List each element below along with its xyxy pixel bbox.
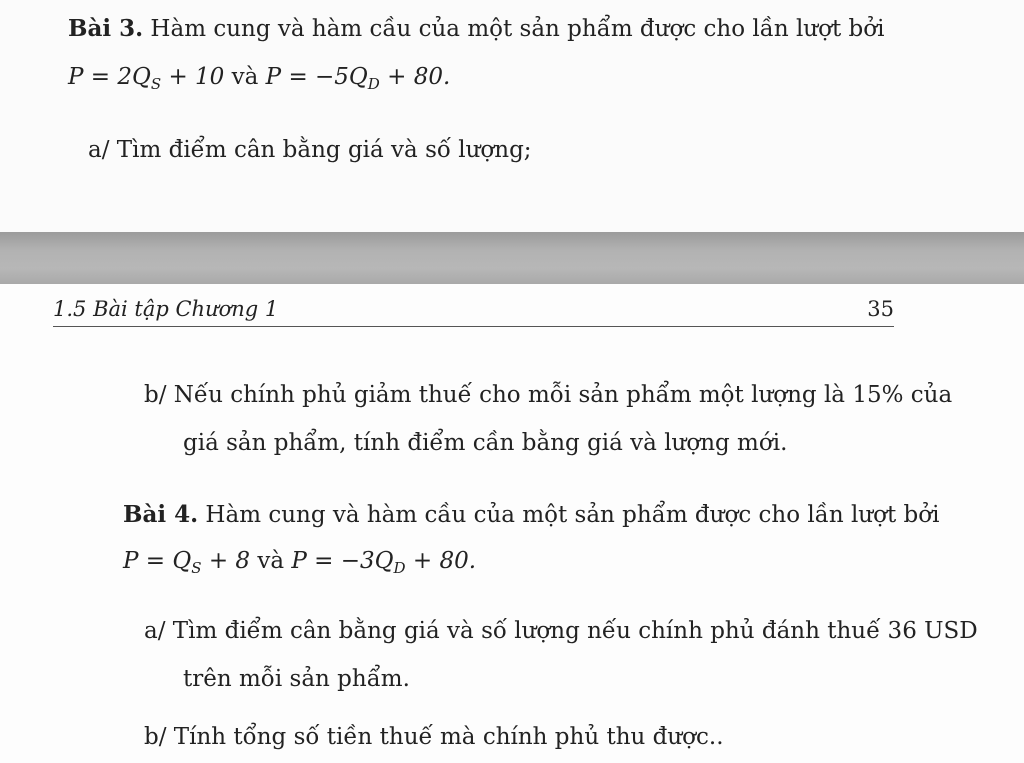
section-title: 1.5 Bài tập Chương 1: [53, 297, 279, 321]
exercise4-intro: Hàm cung và hàm cầu của một sản phẩm được cho lần lượt bởi: [205, 502, 940, 528]
exercise4-part-a-line2: [183, 664, 410, 694]
exercise4-supply-equation: $P = Q_S + 8$: [123, 548, 251, 577]
exercise3-part-b-line1: [144, 380, 952, 410]
part-text: giá sản phẩm, tính điểm cần bằng giá và lượng mới.: [183, 430, 788, 456]
exercise3-and-word: và: [231, 64, 259, 90]
part-text: Nếu chính phủ giảm thuế cho mỗi sản phẩm một lượng là 15% của: [173, 382, 953, 408]
part-label: b/: [144, 724, 167, 750]
exercise3-functions: [68, 62, 450, 92]
exercise3-supply-equation: $P = 2Q_S + 10$: [68, 64, 225, 93]
exercise4-heading: [123, 500, 939, 530]
exercise3-demand-equation: $P = -5Q_D + 80$.: [265, 64, 451, 93]
exercise3-heading: [68, 14, 884, 44]
exercise3-intro: Hàm cung và hàm cầu của một sản phẩm được cho lần lượt bởi: [150, 16, 885, 42]
page-number: 35: [867, 297, 894, 321]
exercise4-part-b: [144, 722, 724, 752]
exercise3-part-a: [88, 135, 532, 165]
exercise4-and-word: và: [257, 548, 285, 574]
part-text: trên mỗi sản phẩm.: [183, 666, 410, 692]
running-header: [53, 292, 894, 327]
exercise4-title: Bài 4.: [123, 501, 199, 528]
exercise3-part-b-line2: [183, 428, 787, 458]
part-label: a/: [144, 618, 166, 644]
part-text: Tìm điểm cân bằng giá và số lượng;: [116, 137, 532, 163]
part-text: Tính tổng số tiền thuế mà chính phủ thu được..: [173, 724, 724, 750]
page-gap: [0, 232, 1024, 284]
exercise4-part-a-line1: [144, 616, 978, 646]
part-label: b/: [144, 382, 167, 408]
part-label: a/: [88, 137, 110, 163]
part-text: Tìm điểm cân bằng giá và số lượng nếu chính phủ đánh thuế 36 USD: [172, 618, 978, 644]
exercise4-functions: [123, 546, 476, 576]
exercise3-title: Bài 3.: [68, 15, 144, 42]
exercise4-demand-equation: $P = -3Q_D + 80$.: [291, 548, 477, 577]
